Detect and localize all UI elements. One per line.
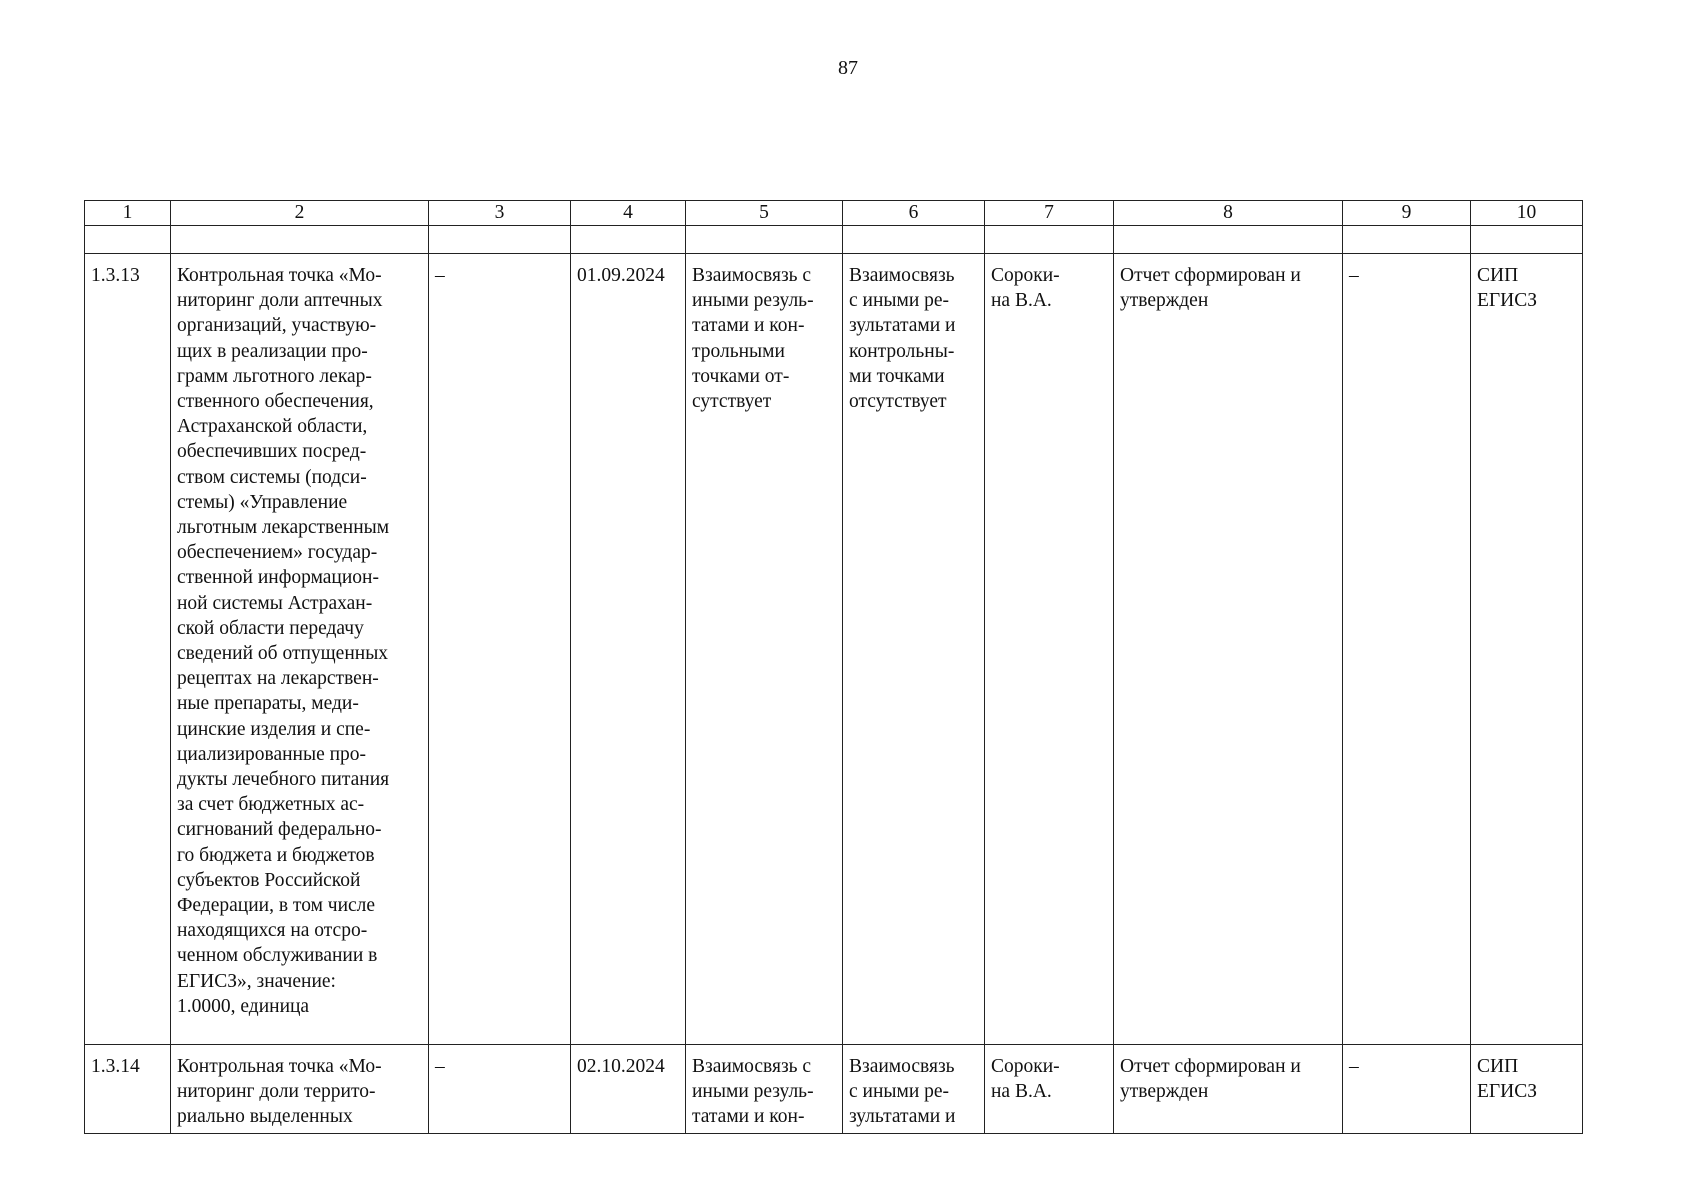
empty-row [85,226,1583,254]
column-number-row [85,201,1583,226]
cell-text-line: с иными ре- [849,290,950,312]
plan-table [84,200,1583,1134]
cell-text-line: ством системы (подси- [177,466,367,488]
result-cell [1114,1045,1343,1134]
table-row [85,1045,1583,1134]
cell-text-line: ные препараты, меди- [177,693,359,715]
cell-text-line: льготным лекарственным [177,517,390,539]
cell-text-line: ченном обслуживании в [177,945,378,967]
cell-text-line: иными резуль- [692,290,814,312]
cell-text-line: цинские изделия и спе- [177,718,371,740]
cell-text-line: на В.А. [991,290,1052,312]
relation-cell [843,254,985,1045]
column-number: 4 [571,201,686,226]
cell-text-line: Отчет сформирован и [1120,265,1301,286]
cell-text-line: сигнований федерально- [177,819,382,841]
relation-cell [843,1045,985,1134]
row-id: 1.3.13 [85,254,171,1045]
cell-dash: – [1343,1045,1471,1134]
cell-text-line: ственного обеспечения, [177,391,374,413]
cell-text-line: обеспечивших посред- [177,441,367,463]
cell-text-line: СИП [1477,1056,1519,1077]
cell-text-line: стемы) «Управление [177,491,348,513]
cell-text-line: риально выделенных [177,1106,353,1128]
cell-dash: – [429,254,571,1045]
cell-text-line: зультатами и [849,315,956,337]
system-cell [1471,1045,1583,1134]
cell-text-line: утвержден [1120,290,1209,312]
cell-text-line: зультатами и [849,1106,956,1128]
cell-text-line: ской области передачу [177,617,364,639]
cell-text-line: Федерации, в том числе [177,895,376,917]
cell-text-line: щих в реализации про- [177,340,368,362]
cell-dash: – [1343,254,1471,1045]
cell-text-line: Сороки- [991,265,1060,286]
cell-text-line: рецептах на лекарствен- [177,668,379,690]
column-number: 1 [85,201,171,226]
cell-text-line: дукты лечебного питания [177,769,390,791]
cell-text-line: сутствует [692,391,772,413]
cell-text-line: трольными [692,340,785,362]
cell-text-line: Отчет сформирован и [1120,1056,1301,1077]
cell-text-line: ной системы Астрахан- [177,592,373,614]
cell-text-line: обеспечением» государ- [177,542,378,564]
cell-text-line: Астраханской области, [177,416,368,438]
cell-text-line: татами и кон- [692,1106,805,1128]
cell-text-line: Взаимосвязь с [692,265,812,286]
column-number: 7 [985,201,1114,226]
table-row [85,254,1583,1045]
cell-text-line: контрольны- [849,340,955,362]
cell-text-line: иными резуль- [692,1081,814,1103]
cell-text-line: СИП [1477,265,1519,286]
column-number: 9 [1343,201,1471,226]
column-number: 6 [843,201,985,226]
system-cell [1471,254,1583,1045]
column-number: 2 [171,201,429,226]
cell-text-line: отсутствует [849,391,947,413]
cell-text-line: ниторинг доли аптечных [177,290,383,312]
row-id: 1.3.14 [85,1045,171,1134]
column-number: 8 [1114,201,1343,226]
cell-text-line: ми точками [849,365,945,387]
cell-text-line: Взаимосвязь [849,265,955,286]
column-number: 3 [429,201,571,226]
cell-text-line: точками от- [692,365,790,387]
checkpoint-description [171,1045,429,1134]
cell-text-line: татами и кон- [692,315,805,337]
cell-text-line: утвержден [1120,1081,1209,1103]
cell-text-line: субъектов Российской [177,869,361,891]
cell-text-line: Контрольная точка «Мо- [177,265,382,286]
checkpoint-date: 02.10.2024 [571,1045,686,1134]
cell-text-line: 1.0000, единица [177,995,310,1017]
cell-dash: – [429,1045,571,1134]
result-cell [1114,254,1343,1045]
cell-text-line: ниторинг доли террито- [177,1081,376,1103]
cell-text-line: Взаимосвязь [849,1056,955,1077]
checkpoint-date: 01.09.2024 [571,254,686,1045]
column-number: 10 [1471,201,1583,226]
responsible-person [985,1045,1114,1134]
cell-text-line: сведений об отпущенных [177,643,389,665]
cell-text-line: Сороки- [991,1056,1060,1077]
cell-text-line: ЕГИСЗ [1477,1081,1538,1103]
responsible-person [985,254,1114,1045]
checkpoint-description [171,254,429,1045]
cell-text-line: организаций, участвую- [177,315,377,337]
column-number: 5 [686,201,843,226]
cell-text-line: с иными ре- [849,1081,950,1103]
cell-text-line: го бюджета и бюджетов [177,844,375,866]
relation-cell [686,1045,843,1134]
cell-text-line: ЕГИСЗ [1477,290,1538,312]
cell-text-line: Взаимосвязь с [692,1056,812,1077]
cell-text-line: за счет бюджетных ас- [177,794,365,816]
cell-text-line: ственной информацион- [177,567,379,589]
cell-text-line: циализированные про- [177,743,367,765]
page-number: 87 [838,57,858,79]
cell-text-line: находящихся на отсро- [177,920,368,942]
cell-text-line: Контрольная точка «Мо- [177,1056,382,1077]
cell-text-line: на В.А. [991,1081,1052,1103]
cell-text-line: ЕГИСЗ», значение: [177,970,336,992]
cell-text-line: грамм льготного лекар- [177,365,372,387]
relation-cell [686,254,843,1045]
